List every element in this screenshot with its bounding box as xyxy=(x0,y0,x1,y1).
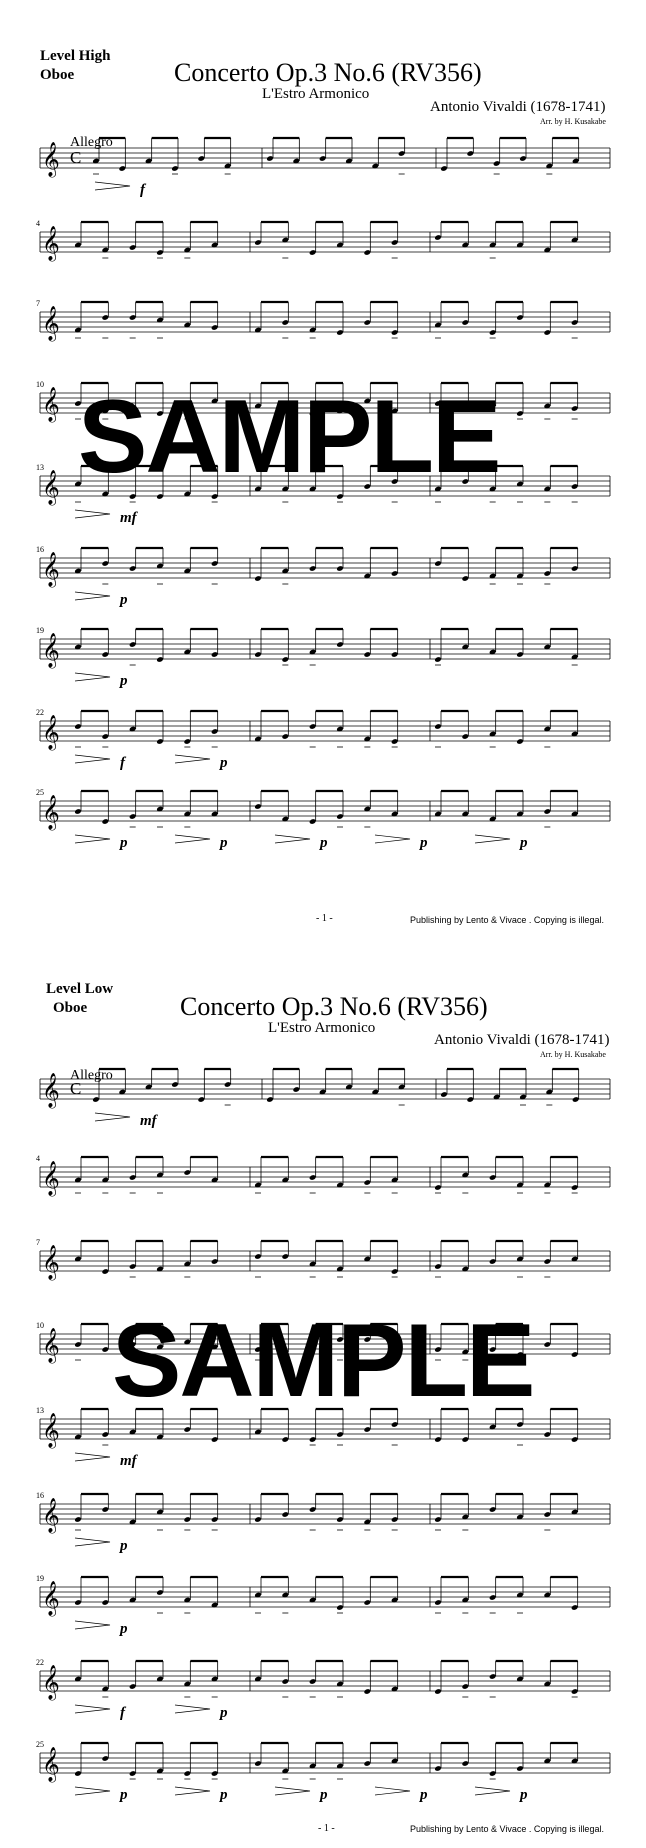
piece-subtitle: L'Estro Armonico xyxy=(268,1020,376,1036)
hairpin xyxy=(75,1621,110,1629)
dynamic-marking: p xyxy=(120,673,128,689)
measure-number: 7 xyxy=(36,299,40,308)
publisher-note: Publishing by Lento & Vivace . Copying is illegal. xyxy=(410,1824,604,1834)
staff-system xyxy=(36,299,610,342)
dynamic-marking: p xyxy=(120,1538,128,1554)
staff-system xyxy=(36,708,610,771)
staff-system xyxy=(36,1740,610,1803)
treble-clef-icon: 𝄞 xyxy=(42,1665,60,1700)
treble-clef-icon: 𝄞 xyxy=(42,1747,60,1782)
hairpin xyxy=(75,1787,110,1795)
hairpin xyxy=(375,1787,410,1795)
dynamic-marking: p xyxy=(320,835,328,851)
dynamic-marking: p xyxy=(120,1621,128,1637)
level-label: Level High xyxy=(40,48,111,64)
instrument-label: Oboe xyxy=(53,1000,88,1016)
hairpin xyxy=(95,182,130,190)
treble-clef-icon: 𝄞 xyxy=(42,226,60,261)
treble-clef-icon: 𝄞 xyxy=(42,552,60,587)
hairpin xyxy=(375,835,410,843)
measure-number: 10 xyxy=(36,1321,44,1330)
dynamic-marking: p xyxy=(120,835,128,851)
composer-credit: Antonio Vivaldi (1678-1741) xyxy=(430,99,606,115)
hairpin xyxy=(75,1538,110,1546)
treble-clef-icon: 𝄞 xyxy=(42,795,60,830)
measure-number: 22 xyxy=(36,1658,44,1667)
hairpin xyxy=(95,1113,130,1121)
measure-number: 16 xyxy=(36,1491,44,1500)
hairpin xyxy=(75,592,110,600)
page-number: - 1 - xyxy=(318,1823,335,1834)
staff-system xyxy=(36,1154,610,1197)
hairpin xyxy=(275,1787,310,1795)
measure-number: 10 xyxy=(36,380,44,389)
treble-clef-icon: 𝄞 xyxy=(42,1581,60,1616)
measure-number: 4 xyxy=(36,219,40,228)
hairpin xyxy=(175,835,210,843)
dynamic-marking: f xyxy=(120,755,125,771)
treble-clef-icon: 𝄞 xyxy=(42,1413,60,1448)
sample-watermark: SAMPLE xyxy=(78,379,500,495)
staff-system xyxy=(36,545,610,608)
dynamic-marking: p xyxy=(220,835,228,851)
hairpin xyxy=(175,755,210,763)
dynamic-marking: p xyxy=(220,755,228,771)
dynamic-marking: mf xyxy=(120,510,137,526)
hairpin xyxy=(175,1705,210,1713)
instrument-label: Oboe xyxy=(40,67,75,83)
time-signature: C xyxy=(70,148,82,167)
dynamic-marking: p xyxy=(520,1787,528,1803)
treble-clef-icon: 𝄞 xyxy=(42,633,60,668)
composer-credit: Antonio Vivaldi (1678-1741) xyxy=(434,1032,610,1048)
arranger-credit: Arr. by H. Kusakabe xyxy=(540,1050,606,1059)
page-number: - 1 - xyxy=(316,913,333,924)
treble-clef-icon: 𝄞 xyxy=(42,1245,60,1280)
staff-system xyxy=(36,1574,610,1637)
treble-clef-icon: 𝄞 xyxy=(42,1328,60,1363)
hairpin xyxy=(75,673,110,681)
hairpin xyxy=(75,835,110,843)
hairpin xyxy=(75,755,110,763)
treble-clef-icon: 𝄞 xyxy=(42,1073,60,1108)
piece-title: Concerto Op.3 No.6 (RV356) xyxy=(180,992,488,1021)
measure-number: 7 xyxy=(36,1238,40,1247)
measure-number: 19 xyxy=(36,1574,44,1583)
treble-clef-icon: 𝄞 xyxy=(42,470,60,505)
treble-clef-icon: 𝄞 xyxy=(42,387,60,422)
treble-clef-icon: 𝄞 xyxy=(42,306,60,341)
staff-system xyxy=(36,1238,610,1281)
treble-clef-icon: 𝄞 xyxy=(42,142,60,177)
staff-system xyxy=(36,1658,610,1721)
dynamic-marking: p xyxy=(120,1787,128,1803)
treble-clef-icon: 𝄞 xyxy=(42,1161,60,1196)
treble-clef-icon: 𝄞 xyxy=(42,1498,60,1533)
staff-system xyxy=(40,1069,610,1129)
treble-clef-icon: 𝄞 xyxy=(42,715,60,750)
measure-number: 19 xyxy=(36,626,44,635)
measure-number: 4 xyxy=(36,1154,40,1163)
dynamic-marking: mf xyxy=(140,1113,157,1129)
measure-number: 13 xyxy=(36,1406,44,1415)
arranger-credit: Arr. by H. Kusakabe xyxy=(540,117,606,126)
time-signature: C xyxy=(70,1079,82,1098)
measure-number: 25 xyxy=(36,1740,44,1749)
level-label: Level Low xyxy=(46,981,114,997)
measure-number: 25 xyxy=(36,788,44,797)
staff-system xyxy=(36,626,610,689)
hairpin xyxy=(475,1787,510,1795)
measure-number: 16 xyxy=(36,545,44,554)
piece-title: Concerto Op.3 No.6 (RV356) xyxy=(174,58,482,87)
hairpin xyxy=(175,1787,210,1795)
sample-watermark: SAMPLE xyxy=(112,1303,534,1419)
score-page-low xyxy=(0,924,646,1848)
dynamic-marking: mf xyxy=(120,1453,137,1469)
tempo-marking: Allegro xyxy=(70,1068,113,1083)
staff-system xyxy=(36,1491,610,1554)
piece-subtitle: L'Estro Armonico xyxy=(262,86,370,102)
dynamic-marking: p xyxy=(420,1787,428,1803)
staff-system xyxy=(36,788,610,851)
staff-system xyxy=(40,138,610,198)
hairpin xyxy=(75,1705,110,1713)
staff-system xyxy=(36,219,610,262)
measure-number: 13 xyxy=(36,463,44,472)
dynamic-marking: p xyxy=(520,835,528,851)
publisher-note: Publishing by Lento & Vivace . Copying is illegal. xyxy=(410,915,604,925)
dynamic-marking: f xyxy=(120,1705,125,1721)
hairpin xyxy=(75,510,110,518)
measure-number: 22 xyxy=(36,708,44,717)
hairpin xyxy=(275,835,310,843)
dynamic-marking: p xyxy=(420,835,428,851)
hairpin xyxy=(475,835,510,843)
dynamic-marking: p xyxy=(120,592,128,608)
hairpin xyxy=(75,1453,110,1461)
dynamic-marking: p xyxy=(320,1787,328,1803)
dynamic-marking: f xyxy=(140,182,145,198)
dynamic-marking: p xyxy=(220,1705,228,1721)
dynamic-marking: p xyxy=(220,1787,228,1803)
tempo-marking: Allegro xyxy=(70,135,113,150)
